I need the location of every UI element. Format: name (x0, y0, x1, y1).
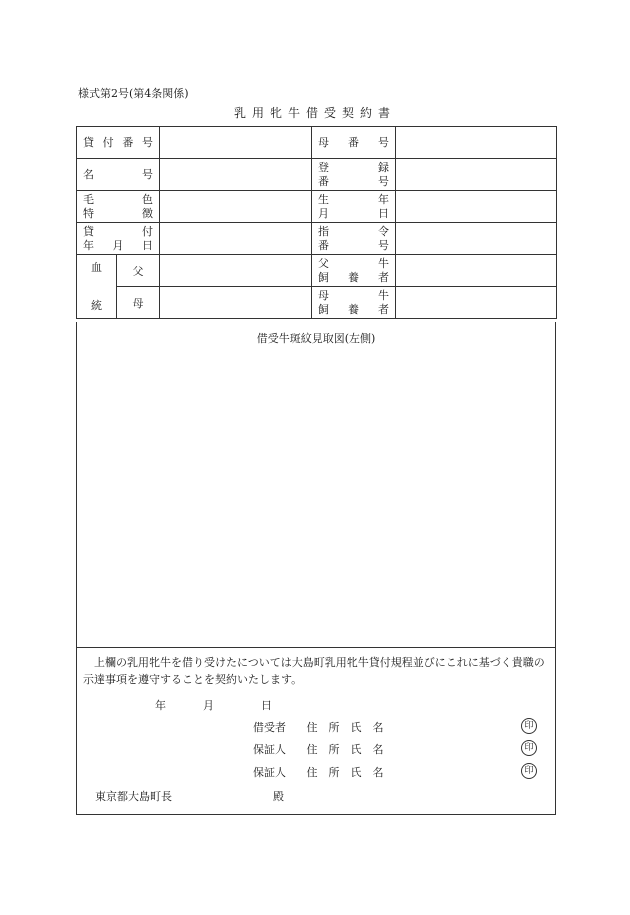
loan-date-label: 貸 付 年 月 日 (77, 223, 160, 255)
name-value[interactable] (160, 159, 312, 191)
pedigree-label: 血 統 (77, 255, 117, 319)
designation-value[interactable] (396, 223, 557, 255)
birth-value[interactable] (396, 191, 557, 223)
table-row (77, 159, 557, 191)
dam-breeder-value[interactable] (396, 287, 557, 319)
birth-label: 生 年 月 日 (312, 191, 396, 223)
contract-statement: 上欄の乳用牝牛を借り受けたについては大島町乳用牝牛貸付規程並びにこれに基づく貴職の示達事項を遵守することを契約いたします。 (83, 656, 545, 686)
date-day-label: 日 (261, 699, 272, 712)
date-month-label: 月 (203, 699, 214, 712)
diagram-title: 借受牛斑紋見取図(左側) (256, 332, 376, 345)
sire-breeder-label: 父 牛 飼 養 者 (312, 255, 396, 287)
designation-label: 指 令 番 号 (312, 223, 396, 255)
table-row (77, 191, 557, 223)
table-row (77, 127, 557, 159)
section-divider (77, 647, 555, 648)
dam-breeder-label: 母 牛 飼 養 者 (312, 287, 396, 319)
signature-role: 保証人 (253, 766, 286, 779)
dam-label: 母 (117, 287, 160, 319)
coat-value[interactable] (160, 191, 312, 223)
seal-icon: 印 (521, 740, 537, 756)
registration-label: 登 録 番 号 (312, 159, 396, 191)
table-row (77, 223, 557, 255)
coat-label: 毛 色 特 徴 (77, 191, 160, 223)
document-title: 乳用牝牛借受契約書 (233, 106, 396, 120)
signature-fields: 住 所 氏 名 (306, 743, 384, 756)
signature-row-borrower (253, 719, 543, 735)
cattle-info-table (76, 126, 557, 319)
signature-fields: 住 所 氏 名 (306, 766, 384, 779)
addressee-honorific: 殿 (273, 790, 284, 803)
signature-role: 借受者 (253, 721, 286, 734)
sire-label: 父 (117, 255, 160, 287)
addressee-name: 東京都大島町長 (95, 790, 172, 803)
signature-row-guarantor-1 (253, 741, 543, 757)
table-row (77, 287, 557, 319)
name-label: 名号 (77, 159, 160, 191)
loan-date-value[interactable] (160, 223, 312, 255)
seal-icon: 印 (521, 763, 537, 779)
lower-section (76, 322, 556, 815)
dam-number-label: 母番号 (312, 127, 396, 159)
signature-role: 保証人 (253, 743, 286, 756)
loan-number-label: 貸付番号 (77, 127, 160, 159)
signature-fields: 住 所 氏 名 (306, 721, 384, 734)
signature-row-guarantor-2 (253, 764, 543, 780)
registration-value[interactable] (396, 159, 557, 191)
dam-number-value[interactable] (396, 127, 557, 159)
loan-number-value[interactable] (160, 127, 312, 159)
seal-icon: 印 (521, 718, 537, 734)
dam-value[interactable] (160, 287, 312, 319)
form-number: 様式第2号(第4条関係) (78, 87, 189, 100)
sire-breeder-value[interactable] (396, 255, 557, 287)
sire-value[interactable] (160, 255, 312, 287)
table-row (77, 255, 557, 287)
date-year-label: 年 (155, 699, 166, 712)
